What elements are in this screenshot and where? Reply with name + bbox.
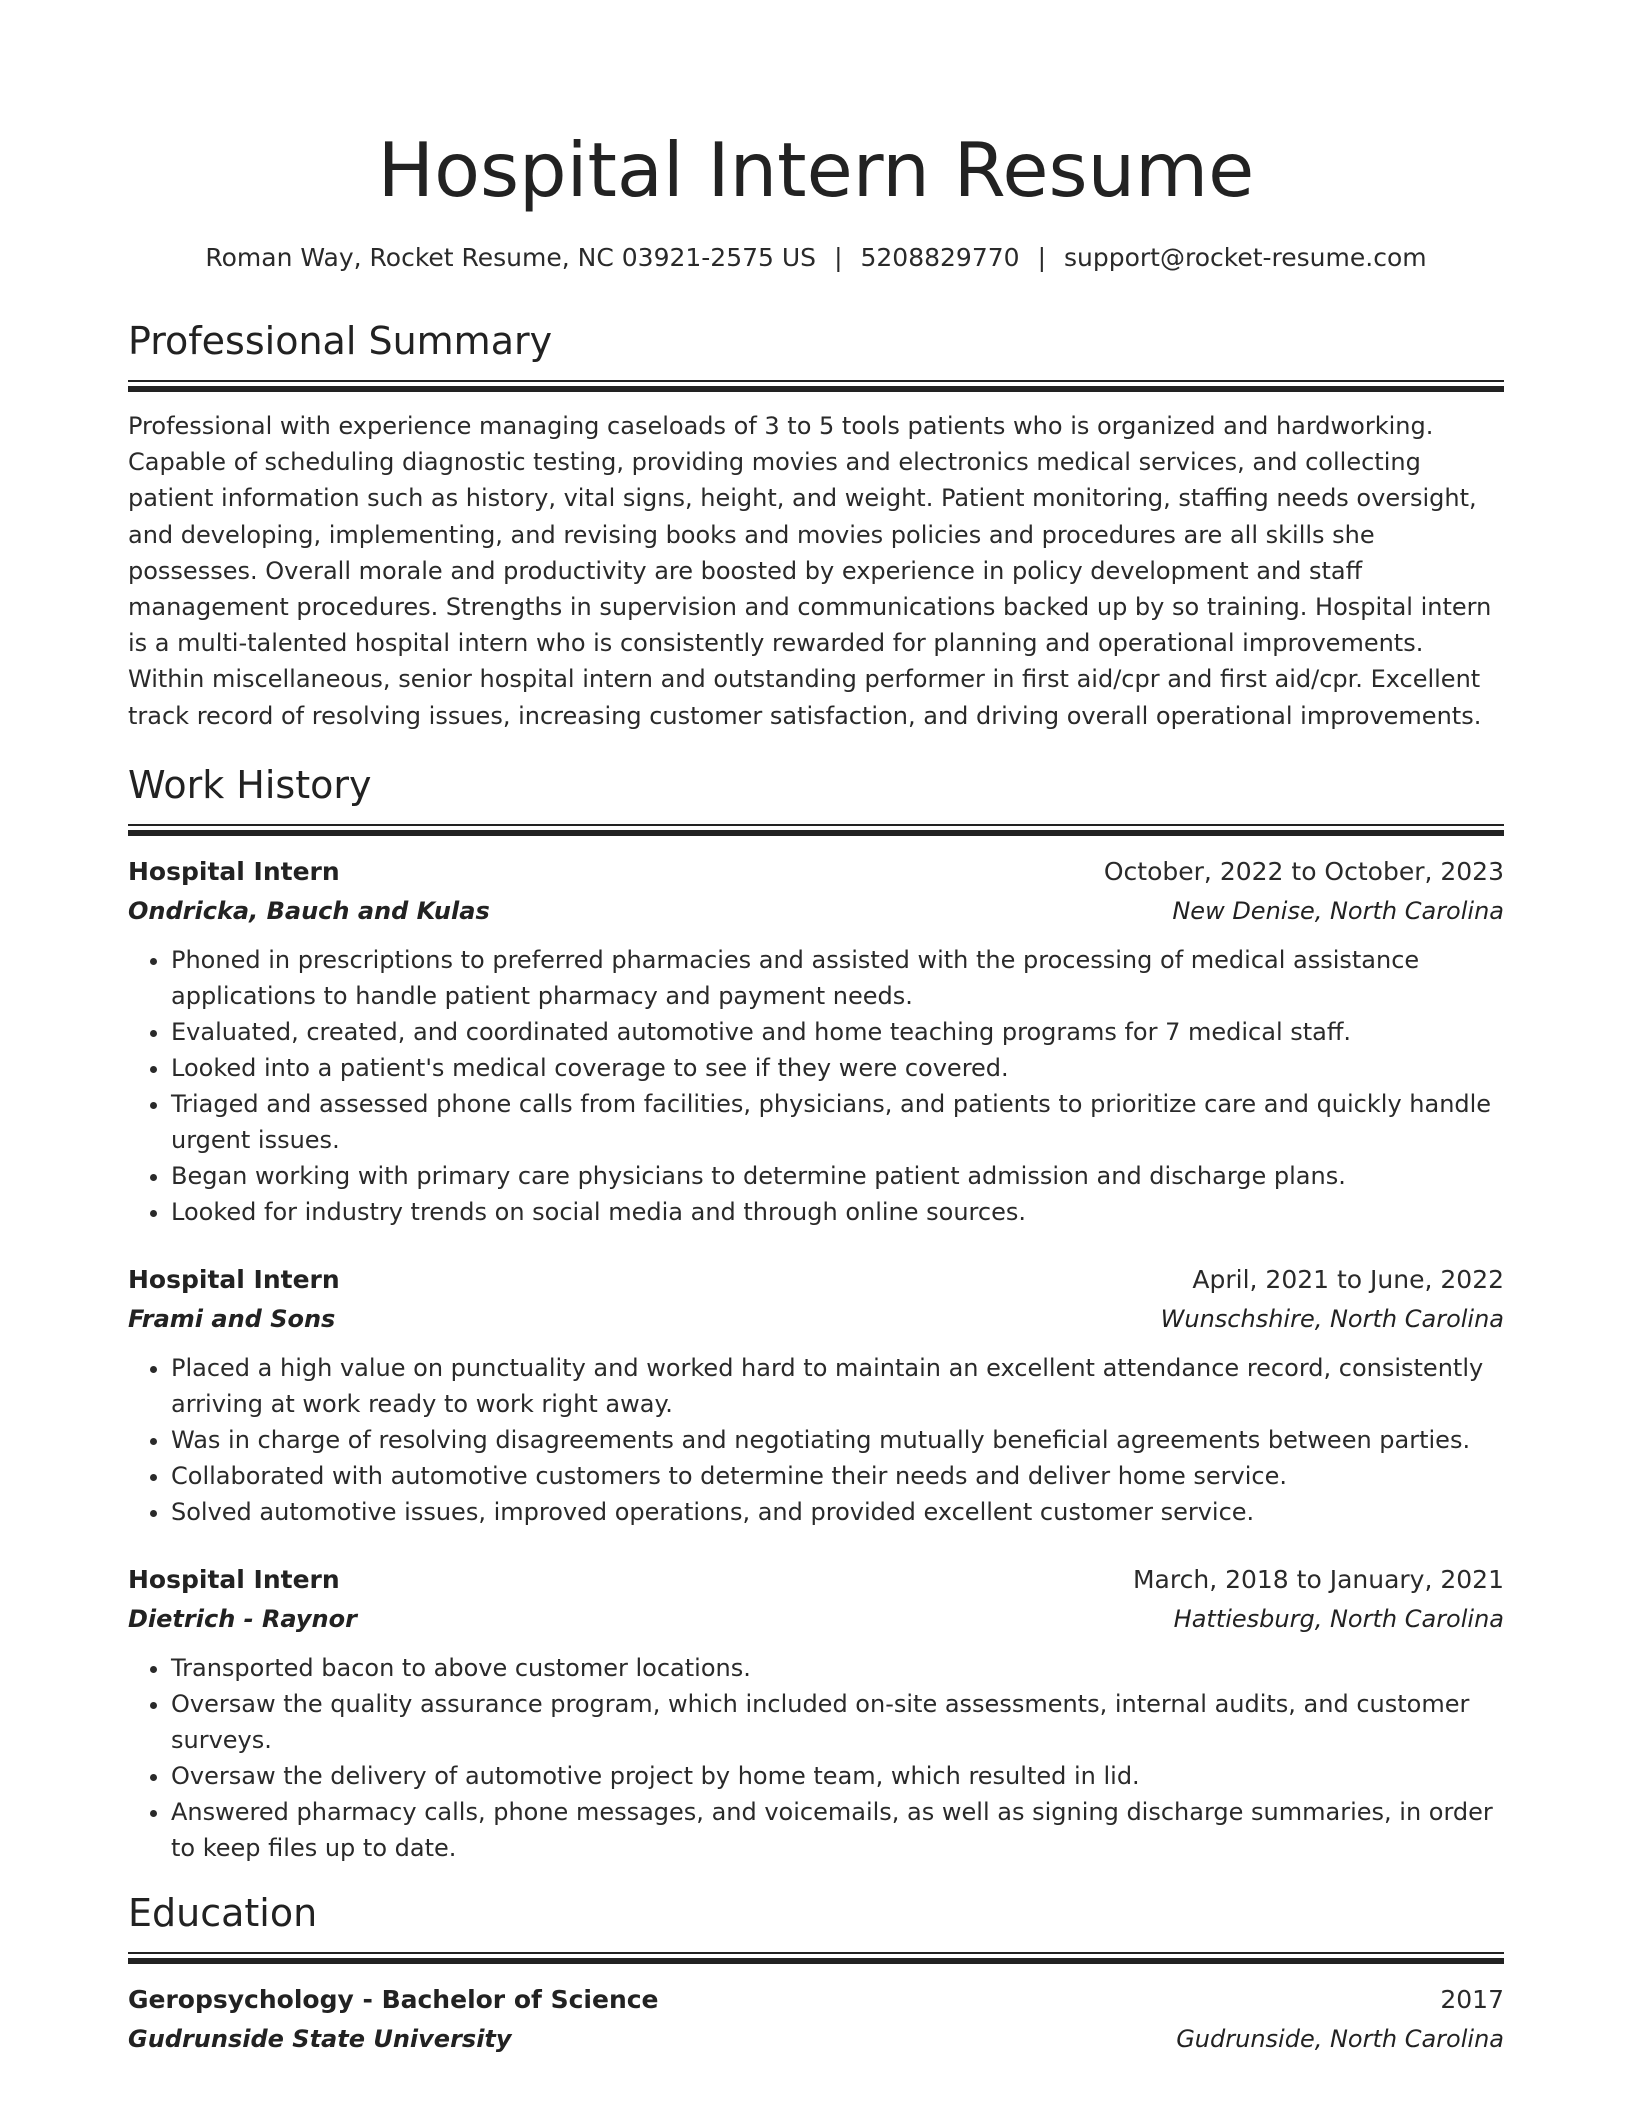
job-bullet: • Triaged and assessed phone calls from facilities, physicians, and patients to prioritize care and quickly handle urgent issues. — [171, 1086, 1504, 1158]
job-title: Hospital Intern — [128, 1564, 340, 1594]
job-title: Hospital Intern — [128, 856, 340, 886]
education-header — [128, 1980, 1504, 2020]
job-entry — [128, 1560, 1504, 1866]
job-bullet: • Oversaw the delivery of automotive project by home team, which resulted in lid. — [171, 1758, 1504, 1794]
job-bullet: • Collaborated with automotive customers to determine their needs and deliver home service. — [171, 1458, 1504, 1494]
job-location: New Denise, North Carolina — [1172, 896, 1504, 925]
job-header — [128, 1260, 1504, 1300]
job-bullet: • Began working with primary care physicians to determine patient admission and discharge plans. — [171, 1158, 1504, 1194]
job-entry — [128, 1260, 1504, 1530]
job-subheader — [128, 892, 1504, 930]
job-location: Wunschshire, North Carolina — [1160, 1304, 1504, 1333]
section-rule-thin — [128, 380, 1504, 382]
job-dates: March, 2018 to January, 2021 — [1132, 1564, 1504, 1594]
education-entry — [128, 1980, 1504, 2058]
job-company: Ondricka, Bauch and Kulas — [128, 896, 490, 925]
job-bullet: • Was in charge of resolving disagreements and negotiating mutually beneficial agreements between parties. — [171, 1422, 1504, 1458]
section-rule-thick — [128, 386, 1504, 392]
education-subheader — [128, 2020, 1504, 2058]
education-heading: Education — [128, 1890, 318, 1935]
section-rule-thin — [128, 824, 1504, 826]
summary-heading: Professional Summary — [128, 319, 553, 363]
contact-separator: | — [1037, 243, 1046, 272]
work-history-section — [128, 760, 1504, 1866]
job-bullet: • Phoned in prescriptions to preferred pharmacies and assisted with the processing of medical assistance applications to handle patient pharmacy and payment needs. — [171, 942, 1504, 1014]
contact-email: support@rocket-resume.com — [1064, 243, 1427, 272]
job-bullet: • Transported bacon to above customer locations. — [171, 1650, 1504, 1686]
resume-title: Hospital Intern Resume — [377, 126, 1255, 214]
summary-text: Professional with experience managing caseloads of 3 to 5 tools patients who is organized and hardworking. Capable of scheduling diagnostic testing, providing movies and electronics medical services, and collecting patient information such as history, vital signs, height, and weight. Patient monitoring, staffing needs oversight, and developing, implementing, and revising books and movies policies and procedures are all skills she possesses. Overall morale and productivity are boosted by experience in policy development and staff management procedures. Strengths in supervision and communications backed up by so training. Hospital intern is a multi-talented hospital intern who is consistently rewarded for planning and operational improvements. Within miscellaneous, senior hospital intern and outstanding performer in first aid/cpr and first aid/cpr. Excellent track record of resolving issues, increasing customer satisfaction, and driving overall operational improvements. — [128, 412, 1492, 730]
section-rule-thick — [128, 1958, 1504, 1964]
job-dates: October, 2022 to October, 2023 — [1103, 856, 1504, 886]
education-degree: Geropsychology - Bachelor of Science — [128, 1984, 659, 2014]
job-bullet: • Oversaw the quality assurance program, which included on-site assessments, internal audits, and customer surveys. — [171, 1686, 1504, 1758]
contact-phone: 5208829770 — [860, 243, 1020, 272]
education-location: Gudrunside, North Carolina — [1176, 2024, 1504, 2053]
job-title: Hospital Intern — [128, 1264, 340, 1294]
job-bullets — [128, 942, 1504, 1230]
education-year: 2017 — [1440, 1984, 1504, 2014]
section-rule-thin — [128, 1952, 1504, 1954]
section-rule-thick — [128, 830, 1504, 836]
job-bullets — [128, 1650, 1504, 1866]
contact-line — [128, 242, 1504, 274]
education-school: Gudrunside State University — [128, 2024, 512, 2053]
job-entry — [128, 852, 1504, 1230]
job-bullet: • Solved automotive issues, improved operations, and provided excellent customer service. — [171, 1494, 1504, 1530]
education-section — [128, 1888, 1504, 2058]
job-company: Frami and Sons — [128, 1304, 336, 1333]
job-header — [128, 852, 1504, 892]
job-bullet: • Evaluated, created, and coordinated automotive and home teaching programs for 7 medical staff. — [171, 1014, 1504, 1050]
job-subheader — [128, 1300, 1504, 1338]
contact-address: Roman Way, Rocket Resume, NC 03921-2575 US — [205, 243, 817, 272]
work-history-heading: Work History — [128, 762, 372, 807]
job-bullet: • Looked into a patient's medical coverage to see if they were covered. — [171, 1050, 1504, 1086]
job-bullet: • Looked for industry trends on social media and through online sources. — [171, 1194, 1504, 1230]
job-bullets — [128, 1350, 1504, 1530]
summary-section — [128, 316, 1504, 734]
job-company: Dietrich - Raynor — [128, 1604, 357, 1633]
job-subheader — [128, 1600, 1504, 1638]
job-location: Hattiesburg, North Carolina — [1173, 1604, 1504, 1633]
job-bullet: • Placed a high value on punctuality and worked hard to maintain an excellent attendance record, consistently arriving at work ready to work right away. — [171, 1350, 1504, 1422]
job-bullet: • Answered pharmacy calls, phone messages, and voicemails, as well as signing discharge summaries, in order to keep files up to date. — [171, 1794, 1504, 1866]
contact-separator: | — [834, 243, 843, 272]
job-dates: April, 2021 to June, 2022 — [1192, 1264, 1504, 1294]
job-header — [128, 1560, 1504, 1600]
